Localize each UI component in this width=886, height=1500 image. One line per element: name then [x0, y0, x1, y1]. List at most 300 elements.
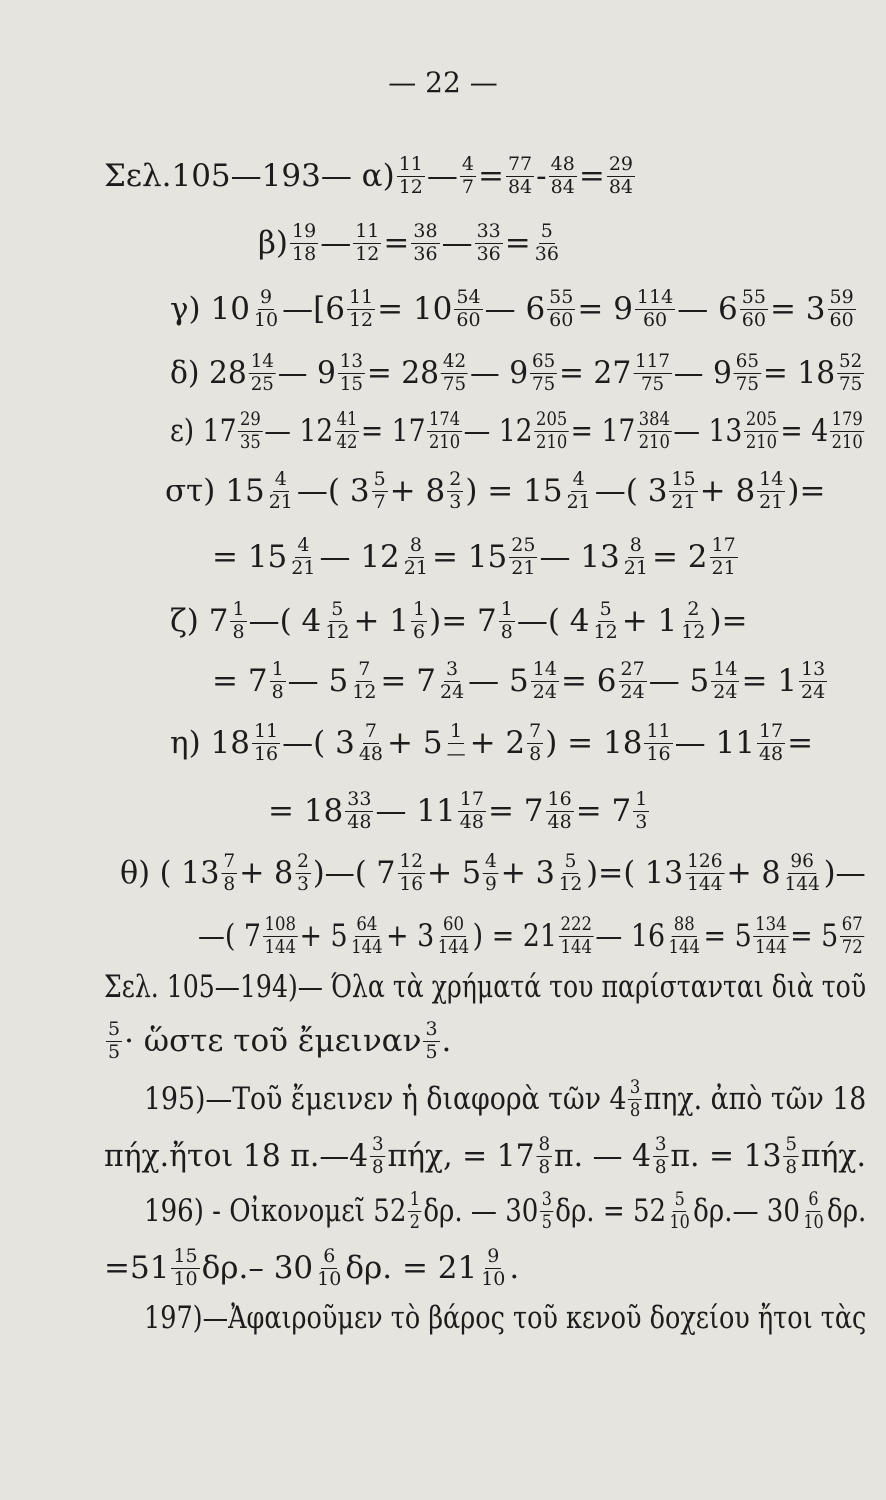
numerator: 6	[808, 1188, 819, 1210]
fraction	[335, 410, 359, 453]
fraction	[289, 536, 317, 579]
text-run: πηχ. ἀπὸ τῶν 18	[643, 1080, 867, 1117]
text-run: = 9	[577, 290, 633, 327]
denominator: 10	[481, 1267, 506, 1290]
text-run: + 5	[426, 854, 482, 891]
fraction	[537, 1135, 553, 1178]
fraction	[565, 470, 593, 513]
fraction	[397, 155, 425, 198]
denominator: 16	[399, 872, 424, 895]
text-run: στ) 15	[165, 472, 265, 509]
text-run: + 3	[500, 854, 555, 891]
denominator: 2	[409, 1210, 420, 1233]
denominator: 60	[829, 308, 854, 331]
text-run: =51	[104, 1249, 170, 1286]
text-run: = 1	[741, 662, 798, 699]
numerator: 8	[629, 534, 642, 556]
text-run: + 8	[389, 472, 446, 509]
fraction	[479, 1247, 507, 1290]
denominator: 75	[442, 372, 467, 395]
denominator: 21	[711, 556, 736, 579]
fraction	[441, 352, 468, 395]
denominator: 10	[669, 1210, 690, 1233]
page-number: — 22 —	[388, 66, 498, 99]
denominator: 48	[358, 742, 384, 765]
text-run: — 12	[319, 538, 400, 575]
text-run: —( 3	[282, 724, 355, 761]
text-run: δ) 28	[170, 354, 247, 391]
denominator: 10	[803, 1210, 824, 1233]
text-run: — 9	[277, 354, 336, 391]
denominator: 72	[841, 935, 863, 958]
text-run: + 1	[621, 602, 678, 639]
text-run: = 15	[431, 538, 508, 575]
text-run: )=	[709, 602, 748, 639]
numerator: 7	[223, 850, 236, 872]
text-line	[104, 155, 637, 198]
fraction	[323, 600, 351, 643]
numerator: 117	[635, 350, 670, 372]
denominator: 36	[476, 242, 501, 265]
fraction	[633, 790, 649, 833]
fraction	[411, 222, 439, 265]
fraction	[460, 155, 476, 198]
fraction	[802, 1190, 826, 1233]
text-run: + 5	[387, 724, 443, 761]
denominator: 144	[687, 872, 723, 895]
text-line	[170, 722, 813, 765]
numerator: 13	[339, 350, 363, 372]
fraction	[540, 1190, 554, 1233]
text-run: = 7	[575, 792, 632, 829]
fraction	[679, 600, 707, 643]
text-run: = 17	[360, 412, 426, 449]
text-run: = 3	[769, 290, 826, 327]
denominator: 12	[355, 242, 380, 265]
numerator: 54	[456, 286, 481, 308]
text-run: ) = 21	[472, 917, 558, 954]
fraction	[106, 1020, 122, 1063]
numerator: 25	[511, 534, 536, 556]
denominator: 144	[560, 935, 592, 958]
text-run: 197)—Ἀφαιροῦμεν τὸ βάρος τοῦ κενοῦ δοχείου ἤτοι τὰς	[144, 1300, 867, 1336]
numerator: 4	[274, 468, 287, 490]
numerator: 15	[671, 468, 696, 490]
text-line	[104, 1135, 866, 1178]
fraction	[757, 722, 785, 765]
numerator: 1	[232, 598, 245, 620]
fraction	[757, 470, 785, 513]
numerator: 205	[745, 408, 777, 430]
numerator: 8	[409, 534, 422, 556]
numerator: 4	[484, 850, 497, 872]
denominator: 36	[413, 242, 438, 265]
text-run: = 6	[560, 662, 617, 699]
fraction	[370, 1135, 386, 1178]
text-run: ε) 17	[170, 412, 237, 449]
fraction	[338, 352, 365, 395]
numerator: 3	[372, 1133, 384, 1155]
numerator: 4	[572, 468, 585, 490]
denominator: 25	[250, 372, 274, 395]
numerator: 33	[476, 220, 501, 242]
fraction	[549, 155, 577, 198]
text-line	[170, 600, 748, 643]
text-run: — 13	[539, 538, 620, 575]
denominator: 144	[264, 935, 296, 958]
numerator: 29	[240, 408, 261, 430]
fraction	[744, 410, 779, 453]
numerator: 14	[250, 350, 274, 372]
denominator: 84	[550, 175, 575, 198]
numerator: 2	[687, 598, 700, 620]
fraction	[290, 222, 318, 265]
text-run: = 28	[366, 354, 440, 391]
denominator: 144	[437, 935, 470, 958]
fraction	[295, 852, 311, 895]
fraction	[408, 1190, 422, 1233]
denominator: 5	[425, 1040, 438, 1063]
fraction	[622, 536, 650, 579]
fraction	[534, 410, 569, 453]
text-line	[170, 352, 866, 395]
text-run: )—	[823, 854, 866, 891]
numerator: 14	[532, 658, 557, 680]
denominator: 75	[838, 372, 863, 395]
text-run: — 11	[674, 724, 755, 761]
numerator: 5	[564, 850, 577, 872]
text-run: = 7	[487, 792, 544, 829]
text-run: 195)—Τοῦ ἔμεινεν ἡ διαφορὰ τῶν 4	[144, 1080, 627, 1117]
text-line	[212, 536, 740, 579]
fraction	[436, 915, 471, 958]
denominator: 24	[713, 680, 738, 703]
text-line	[104, 1020, 451, 1063]
numerator: 15	[173, 1245, 198, 1267]
fraction	[607, 155, 635, 198]
denominator: 21	[671, 490, 696, 513]
text-run: + 8	[699, 472, 756, 509]
numerator: 38	[413, 220, 438, 242]
text-run: =	[504, 224, 531, 261]
denominator: 18	[292, 242, 317, 265]
numerator: 8	[538, 1133, 551, 1155]
numerator: 41	[336, 408, 358, 430]
numerator: 9	[487, 1245, 500, 1267]
text-run: πήχ.ἤτοι 18 π.—4	[104, 1137, 369, 1174]
numerator: 14	[759, 468, 784, 490]
numerator: 11	[253, 720, 279, 742]
text-run: —	[426, 157, 458, 194]
denominator: 144	[755, 935, 787, 958]
denominator: 7	[461, 175, 474, 198]
fraction	[783, 852, 822, 895]
denominator: 12	[593, 620, 618, 643]
denominator: 8	[538, 1155, 551, 1178]
denominator: 8	[232, 620, 245, 643]
text-run: = 18	[762, 354, 836, 391]
numerator: 5	[373, 468, 386, 490]
text-run: + 8	[239, 854, 294, 891]
text-run: Σελ.105—193— α)	[104, 157, 395, 194]
denominator: 48	[547, 810, 572, 833]
numerator: 77	[507, 153, 533, 175]
fraction	[454, 288, 482, 331]
numerator: 114	[636, 286, 674, 308]
numerator: 11	[355, 220, 380, 242]
fraction	[349, 915, 384, 958]
numerator: 65	[531, 350, 556, 372]
text-run: 196) - Οἰκονομεῖ 52	[144, 1192, 407, 1229]
fraction	[445, 722, 468, 765]
denominator: 12	[398, 175, 423, 198]
numerator: 134	[755, 913, 787, 935]
fraction	[547, 288, 575, 331]
fraction	[252, 722, 280, 765]
denominator: 21	[291, 556, 316, 579]
denominator: 60	[741, 308, 766, 331]
denominator: 24	[620, 680, 645, 703]
text-run: =	[787, 724, 814, 761]
numerator: 3	[446, 658, 459, 680]
fraction	[840, 915, 864, 958]
fraction	[753, 915, 788, 958]
fraction	[830, 410, 865, 453]
denominator: 12	[325, 620, 350, 643]
denominator: 8	[223, 872, 236, 895]
fraction	[734, 352, 761, 395]
text-run: )=	[787, 472, 826, 509]
text-run: π. = 13	[670, 1137, 782, 1174]
denominator: 24	[439, 680, 465, 703]
text-run: —	[441, 224, 473, 261]
fraction	[637, 410, 672, 453]
fraction	[483, 852, 499, 895]
denominator: 21	[511, 556, 536, 579]
text-run: = 18	[268, 792, 344, 829]
numerator: 1	[409, 1188, 420, 1210]
denominator: 84	[507, 175, 533, 198]
numerator: 64	[356, 913, 378, 935]
text-run: = 5	[703, 917, 752, 954]
text-run: + 8	[726, 854, 781, 891]
denominator: 3	[297, 872, 309, 895]
text-run: πήχ, = 17	[387, 1137, 535, 1174]
denominator: 48	[459, 810, 484, 833]
numerator: 33	[347, 788, 372, 810]
text-line	[268, 790, 651, 833]
numerator: 17	[758, 720, 784, 742]
numerator: 17	[459, 788, 484, 810]
denominator: —	[446, 742, 466, 765]
text-run: — 6	[677, 290, 738, 327]
text-line	[144, 1078, 866, 1121]
denominator: 8	[629, 1098, 641, 1121]
text-run: —( 3	[594, 472, 668, 509]
text-run: ) = 15	[465, 472, 563, 509]
denominator: 16	[646, 742, 671, 765]
text-line	[165, 470, 825, 513]
text-run: — 9	[469, 354, 529, 391]
fraction	[350, 660, 378, 703]
numerator: 59	[829, 286, 854, 308]
denominator: 84	[608, 175, 633, 198]
text-run: .	[509, 1249, 520, 1286]
denominator: 210	[745, 430, 777, 453]
text-run: —( 4	[248, 602, 322, 639]
text-run: = 15	[212, 538, 288, 575]
text-line	[120, 852, 866, 895]
denominator: 21	[403, 556, 428, 579]
numerator: 5	[599, 598, 612, 620]
numerator: 2	[297, 850, 309, 872]
text-run: = 17	[570, 412, 636, 449]
fraction	[263, 915, 298, 958]
fraction	[669, 470, 697, 513]
numerator: 55	[549, 286, 574, 308]
denominator: 8	[785, 1155, 797, 1178]
fraction	[628, 1078, 642, 1121]
numerator: 52	[838, 350, 863, 372]
numerator: 7	[364, 720, 377, 742]
text-run: )=( 13	[586, 854, 684, 891]
text-line	[170, 410, 866, 453]
text-run: β)	[258, 224, 289, 261]
fraction	[411, 600, 427, 643]
numerator: 6	[323, 1245, 336, 1267]
text-run: ) = 18	[545, 724, 643, 761]
text-run: = 5	[790, 917, 839, 954]
text-run: — 5	[648, 662, 710, 699]
numerator: 27	[620, 658, 645, 680]
numerator: 5	[674, 1188, 685, 1210]
denominator: 8	[529, 742, 542, 765]
text-run: πήχ.	[800, 1137, 866, 1174]
numerator: 88	[673, 913, 695, 935]
text-run: — 16	[595, 917, 666, 954]
denominator: 5	[541, 1210, 552, 1233]
fraction	[427, 410, 462, 453]
text-run: γ) 10	[170, 290, 250, 327]
numerator: 9	[259, 286, 273, 308]
text-run: —( 3	[296, 472, 370, 509]
fraction	[783, 1135, 799, 1178]
denominator: 60	[456, 308, 481, 331]
text-run: δρ.— 30	[693, 1192, 800, 1229]
denominator: 210	[638, 430, 670, 453]
fraction	[592, 600, 620, 643]
text-run: =	[383, 224, 410, 261]
numerator: 17	[711, 534, 736, 556]
denominator: 12	[348, 308, 374, 331]
denominator: 15	[339, 372, 363, 395]
fraction	[667, 915, 702, 958]
fraction	[345, 790, 373, 833]
fraction	[475, 222, 503, 265]
numerator: 4	[461, 153, 474, 175]
fraction	[509, 536, 537, 579]
text-run: = 7	[380, 662, 436, 699]
fraction	[506, 155, 534, 198]
denominator: 21	[623, 556, 648, 579]
denominator: 144	[351, 935, 383, 958]
fraction	[740, 288, 768, 331]
numerator: 205	[536, 408, 568, 430]
denominator: 12	[558, 872, 583, 895]
denominator: 144	[784, 872, 820, 895]
text-line	[104, 969, 867, 1005]
numerator: 174	[429, 408, 461, 430]
numerator: 384	[638, 408, 670, 430]
fraction	[171, 1247, 199, 1290]
denominator: 6	[413, 620, 426, 643]
numerator: 14	[713, 658, 738, 680]
numerator: 11	[348, 286, 374, 308]
denominator: 21	[566, 490, 591, 513]
denominator: 75	[735, 372, 760, 395]
text-run: = 27	[559, 354, 632, 391]
text-run: —( 4	[516, 602, 590, 639]
numerator: 13	[801, 658, 826, 680]
denominator: 210	[536, 430, 568, 453]
fraction	[230, 600, 246, 643]
fraction	[423, 1020, 439, 1063]
denominator: 60	[549, 308, 574, 331]
text-run: —( 7	[198, 917, 262, 954]
fraction	[402, 536, 430, 579]
text-line	[212, 660, 829, 703]
fraction	[447, 470, 463, 513]
denominator: 12	[681, 620, 706, 643]
text-run: η) 18	[170, 724, 250, 761]
fraction	[372, 470, 388, 513]
text-run: δρ.	[827, 1192, 867, 1229]
denominator: 144	[668, 935, 701, 958]
numerator: 42	[442, 350, 467, 372]
numerator: 29	[608, 153, 633, 175]
denominator: 36	[534, 242, 559, 265]
numerator: 1	[450, 720, 463, 742]
numerator: 96	[790, 850, 814, 872]
fraction	[633, 352, 672, 395]
denominator: 21	[268, 490, 293, 513]
denominator: 3	[635, 810, 648, 833]
denominator: 60	[642, 308, 668, 331]
text-run: =	[578, 157, 605, 194]
fraction	[546, 790, 574, 833]
text-run: — 12	[463, 412, 533, 449]
text-line	[258, 222, 563, 265]
text-run: + 1	[353, 602, 409, 639]
numerator: 108	[264, 913, 296, 935]
fraction	[559, 915, 594, 958]
text-run: )—( 7	[312, 854, 396, 891]
denominator: 75	[531, 372, 556, 395]
denominator: 210	[831, 430, 863, 453]
denominator: 7	[373, 490, 386, 513]
fraction	[249, 352, 276, 395]
text-run: —	[320, 224, 352, 261]
denominator: 35	[240, 430, 261, 453]
fraction	[644, 722, 672, 765]
numerator: 3	[654, 1133, 667, 1155]
denominator: 3	[449, 490, 462, 513]
text-run: — 12	[264, 412, 334, 449]
fraction	[315, 1247, 343, 1290]
fraction	[530, 352, 557, 395]
numerator: 11	[646, 720, 671, 742]
numerator: 3	[629, 1076, 641, 1098]
